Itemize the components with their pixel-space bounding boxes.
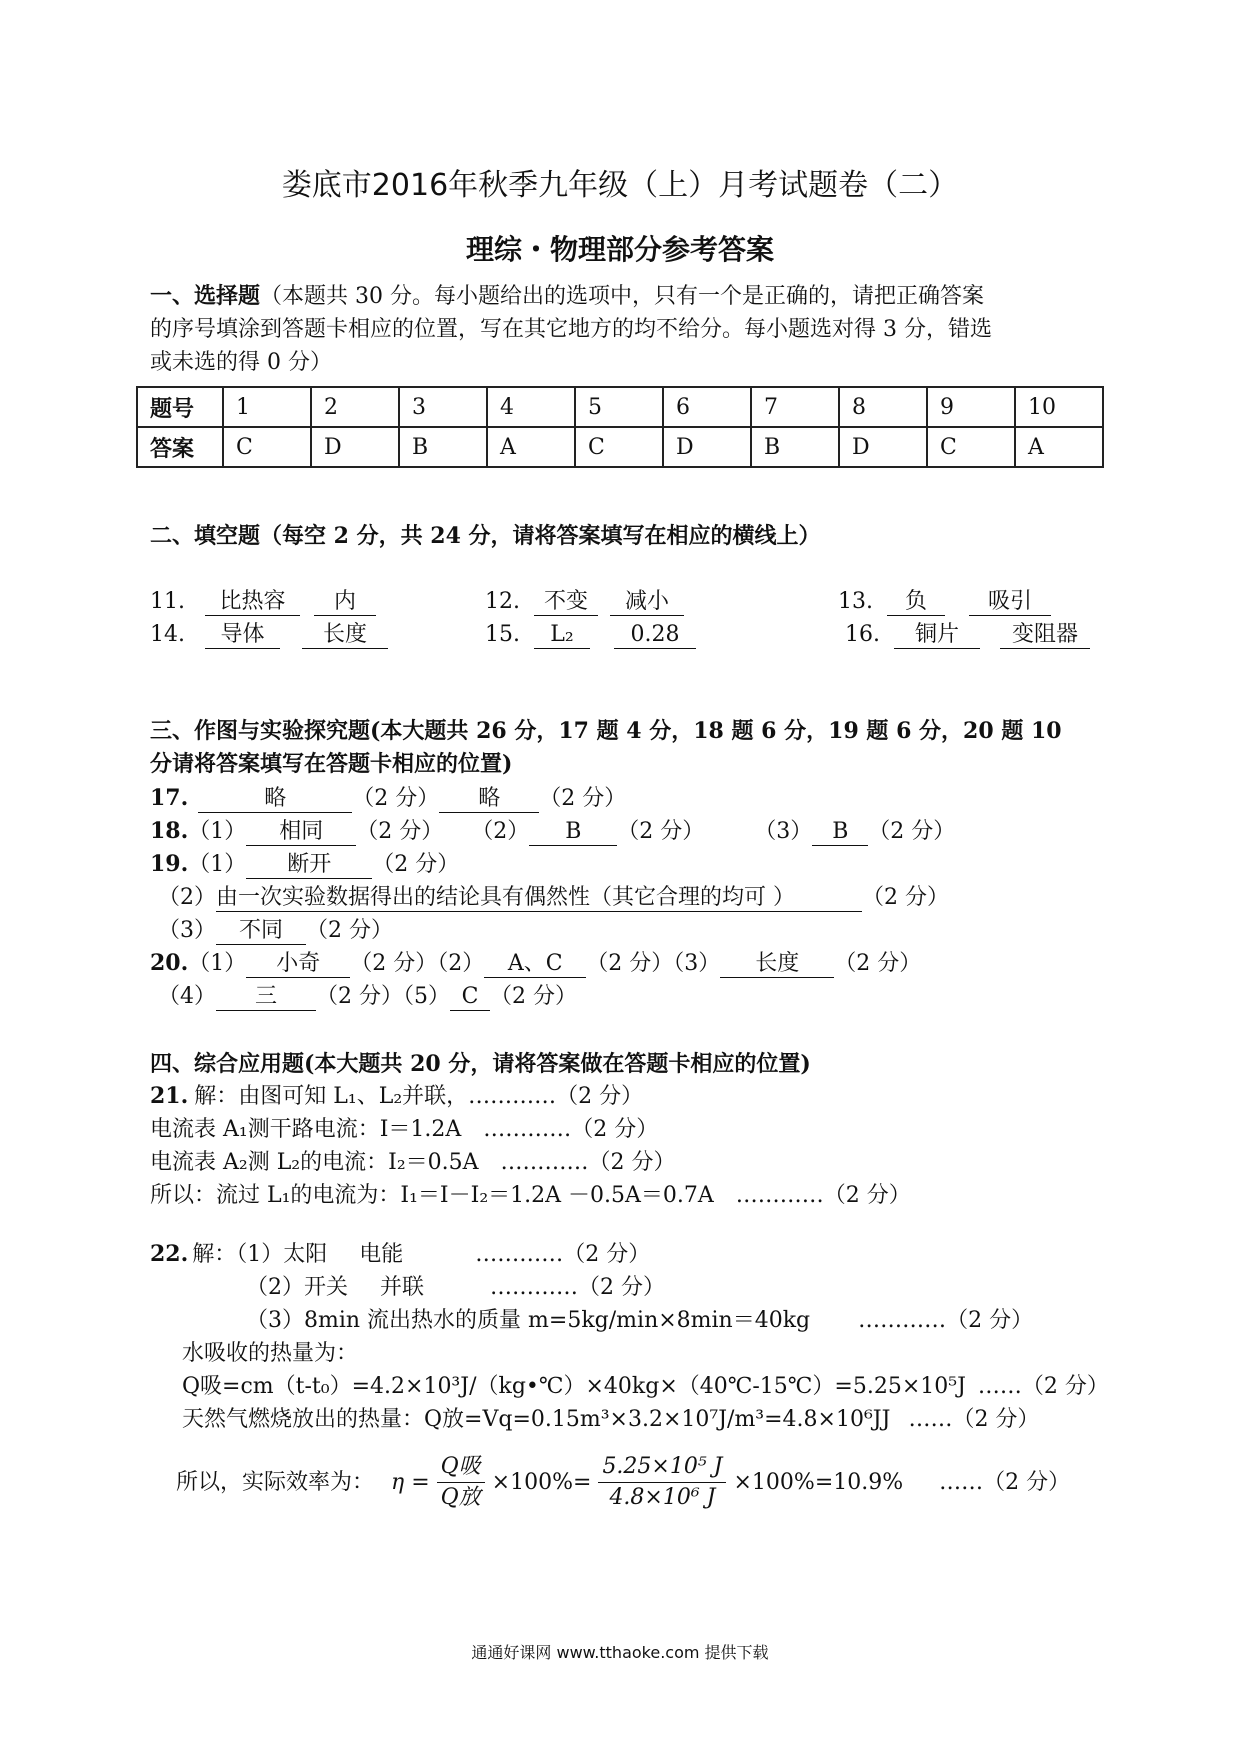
page-title: 娄底市2016年秋季九年级（上）月考试题卷（二）: [281, 168, 959, 203]
table-cell: D: [663, 427, 751, 467]
fill-item: 14. 导体 长度: [150, 618, 388, 651]
q22-line2: （2）开关 并联 …………（2 分）: [246, 1275, 666, 1300]
footer: 通通好课网 www.tthaoke.com 提供下载: [471, 1643, 769, 1662]
q19: 19.（1） 断开 （2 分）: [150, 851, 460, 877]
table-cell: A: [1015, 427, 1103, 467]
table-cell: C: [575, 427, 663, 467]
table-cell: 7: [751, 387, 839, 427]
table-cell: A: [487, 427, 575, 467]
section4-heading: 四、综合应用题(本大题共 20 分，请将答案做在答题卡相应的位置): [150, 1051, 811, 1077]
fill-item: 11. 比热容 内: [150, 585, 376, 618]
page-subtitle: 理综・物理部分参考答案: [465, 233, 774, 266]
table-row-answers: [137, 427, 1103, 467]
section2-heading: 二、填空题（每空 2 分，共 24 分，请将答案填写在相应的横线上）: [150, 523, 821, 549]
fraction-q: $\frac{\text{Q吸}}{\text{Q放}}$: [437, 1452, 485, 1513]
table-cell: D: [311, 427, 399, 467]
fill-item: 13. 负 吸引: [838, 585, 1051, 618]
table-cell: 6: [663, 387, 751, 427]
q22-line6: 天然气燃烧放出的热量：Q放=Vq=0.15m³×3.2×10⁷J/m³=4.8×10⁶JJ ……（2 分）: [182, 1407, 1040, 1432]
section1-desc: 一、选择题（本题共 30 分。每小题给出的选项中，只有一个是正确的，请把正确答案 的序号填涂到答题卡相应的位置，写在其它地方的均不给分。每小题选对得 3 分，错选 或未选的得 0 分）: [150, 283, 992, 375]
q19-part2: （2）由一次实验数据得出的结论具有偶然性（其它合理的均可 ） （2 分）: [158, 885, 949, 910]
q21: 21. 解：由图可知 L₁、L₂并联，…………（2 分） 电流表 A₁测干路电流：I＝1.2A …………（2 分） 电流表 A₂测 L₂的电流：I₂＝0.5A …………（2 分） 所以：流过 L₁的电流为：I₁＝I－I₂＝1.2A －0.5A＝0.7A …………（2 分）: [150, 1083, 911, 1208]
table-cell: 4: [487, 387, 575, 427]
table-cell: C: [223, 427, 311, 467]
table-cell: 1: [223, 387, 311, 427]
table-cell: 5: [575, 387, 663, 427]
fill-item: 12. 不变 减小: [485, 585, 684, 618]
q22-line1: 22. 解：（1）太阳 电能 …………（2 分）: [150, 1241, 651, 1267]
table-cell: 8: [839, 387, 927, 427]
fill-item: 15. L₂ 0.28: [485, 618, 696, 651]
table-label: 答案: [137, 427, 223, 467]
table-cell: D: [839, 427, 927, 467]
efficiency-formula: 所以，实际效率为： η = $\frac{\text{Q吸}}{\text{Q放}}$ ×100%= $\frac{\text{5.25×10⁵ J}}{\text{4.8×10⁶ J}}$ ×100%=10.9% ……（2 分）: [176, 1452, 1070, 1513]
table-cell: 3: [399, 387, 487, 427]
section1-heading: 一、选择题: [150, 283, 261, 309]
table-cell: 9: [927, 387, 1015, 427]
fill-item: 16. 铜片 变阻器: [845, 618, 1090, 651]
q17: 17. 略 （2 分） 略 （2 分）: [150, 785, 627, 811]
fraction-values: $\frac{\text{5.25×10⁵ J}}{\text{4.8×10⁶ J}}$: [598, 1452, 726, 1513]
q22-line5: Q吸=cm（t-t₀）=4.2×10³J/（kg•℃）×40kg×（40℃-15℃）=5.25×10⁵J ……（2 分）: [182, 1374, 1109, 1399]
section3-heading: 三、作图与实验探究题(本大题共 26 分，17 题 4 分，18 题 6 分，19 题 6 分，20 题 10 分请将答案填写在答题卡相应的位置): [150, 718, 1062, 777]
table-cell: 2: [311, 387, 399, 427]
q22-line3: （3）8min 流出热水的质量 m=5kg/min×8min＝40kg …………（2 分）: [246, 1308, 1034, 1333]
q20: 20.（1） 小奇 （2 分）（2） A、C （2 分）（3） 长度 （2 分）: [150, 950, 922, 976]
q20-part2: （4） 三 （2 分）（5） C （2 分）: [158, 984, 577, 1009]
table-label: 题号: [137, 387, 223, 427]
answer-table: [136, 386, 1104, 468]
table-cell: C: [927, 427, 1015, 467]
q22-line4: 水吸收的热量为：: [182, 1341, 359, 1366]
table-cell: B: [751, 427, 839, 467]
q18: 18.（1） 相同 （2 分） （2） B （2 分） （3） B （2 分）: [150, 818, 956, 844]
table-cell: B: [399, 427, 487, 467]
table-cell: 10: [1015, 387, 1103, 427]
table-row-numbers: [137, 387, 1103, 427]
q19-part3: （3） 不同 （2 分）: [158, 918, 393, 943]
